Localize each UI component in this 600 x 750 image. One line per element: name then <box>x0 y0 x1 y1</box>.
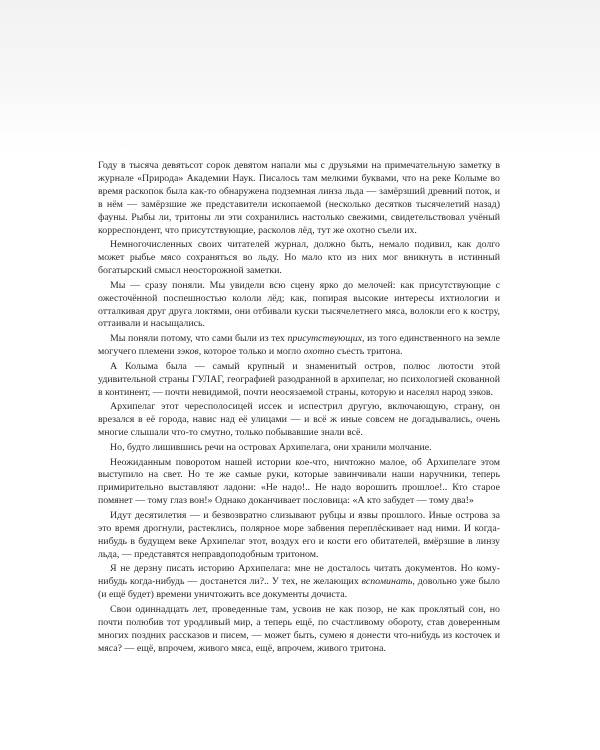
paragraph <box>98 160 500 237</box>
paragraph <box>98 401 500 440</box>
scan-margin-shading <box>0 0 600 150</box>
text-run: , из того единственного на земле могучего племени <box>98 333 500 358</box>
text-run: А Колыма была — самый крупный и знаменитый остров, полюс лютости этой удивительной страны ГУЛАГ, географией разодранной в архипелаг, но психологией скованной в континент, — почти невидимой, почти неосязаемой страны, которую и населял народ зэков. <box>98 360 500 398</box>
italic-text: зэков <box>177 346 199 358</box>
text-run: Мы поняли потому, что сами были из тех <box>110 333 288 345</box>
text-run: Но, будто лишившись речи на островах Архипелага, они хранили молчание. <box>110 441 432 453</box>
paragraph <box>98 361 500 400</box>
paragraph <box>98 239 500 278</box>
italic-text: присутствующих <box>287 333 363 345</box>
text-run: Году в тысяча девятьсот сорок девятом напали мы с друзьями на примечательную заметку в журнале «Природа» Академии Наук. Писалось там мелкими буквами, что на реке Колыме во время раскопок была как-то обнаружена подземная линза льда — замёрзший древний поток, и в нём — замёрзшие же представители ископаемой (несколько десятков тысячелетий назад) фауны. Рыбы ли, тритоны ли эти сохранились настолько свежими, свидетельствовал учёный корреспондент, что присутствующие, расколов лёд, тут же охотно съели их. <box>98 160 500 236</box>
text-run: Немногочисленных своих читателей журнал, должно быть, немало подивил, как долго может рыбье мясо сохраняться во льду. Но мало кто из них мог вникнуть в истинный богатырский смысл неосторожной заметки. <box>98 239 500 277</box>
text-run: , довольно уже было (и ещё будет) времени уничтожить все документы дочиста. <box>98 576 500 601</box>
text-run: , которое только и могло <box>198 346 304 358</box>
paragraph <box>98 457 500 509</box>
text-run: Неожиданным поворотом нашей истории кое-что, ничтожно малое, об Архипелаге этом выступило на свет. Но те же самые руки, которые завинчивали наши наручники, теперь примирительно выставляют ладони: «Не надо!.. Не надо ворошить прошлое!.. Кто старое помянет — тому глаз вон!» Однако доканчивает пословица: «А кто забудет — тому два!» <box>98 456 500 507</box>
text-run: Свои одиннадцать лет, проведенные там, усвоив не как позор, не как проклятый сон, но почти полюбив тот уродливый мир, а теперь ещё, по счастливому обороту, став доверенным многих поздних рассказов и писем, — может быть, сумею я донести что-нибудь из косточек и мяса? — ещё, впрочем, живого мяса, ещё, впрочем, живого тритона. <box>98 603 500 654</box>
text-run: Мы — сразу поняли. Мы увидели всю сцену ярко до мелочей: как присутствующие с ожесточённой поспешностью кололи лёд; как, попирая высокие интересы ихтиологии и отталкивая друг друга локтями, они отбивали куски тысячелетнего мяса, волокли его к костру, оттаивали и насыщались. <box>98 279 500 330</box>
italic-text: охотно <box>303 346 335 358</box>
paragraph <box>98 563 500 602</box>
text-run: Идут десятилетия — и безвозвратно слизывают рубцы и язвы прошлого. Иные острова за это время дрогнули, растеклись, полярное море забвения переплёскивает над ними. И когда-нибудь в будущем веке Архипелаг этот, воздух его и кости его обитателей, вмёрзшие в линзу льда, — представятся неправдоподобным тритоном. <box>98 509 500 560</box>
paragraph <box>98 604 500 656</box>
page-text <box>98 160 500 657</box>
text-run: Я не дерзну писать историю Архипелага: мне не досталось читать документов. Но кому-нибудь когда-нибудь — достанется ли?.. У тех, не желающих <box>98 563 500 588</box>
paragraph <box>98 442 500 455</box>
text-run: Архипелаг этот чересполосицей иссек и испестрил другую, включающую, страну, он врезался в её города, навис над её улицами — и всё ж иные совсем не догадывались, очень многие слышали что-то смутно, только побывавшие знали всё. <box>98 401 500 439</box>
paragraph <box>98 510 500 562</box>
text-run: съесть тритона. <box>334 346 403 358</box>
italic-text: вспоминать <box>361 576 413 588</box>
paragraph <box>98 333 500 359</box>
paragraph <box>98 280 500 332</box>
